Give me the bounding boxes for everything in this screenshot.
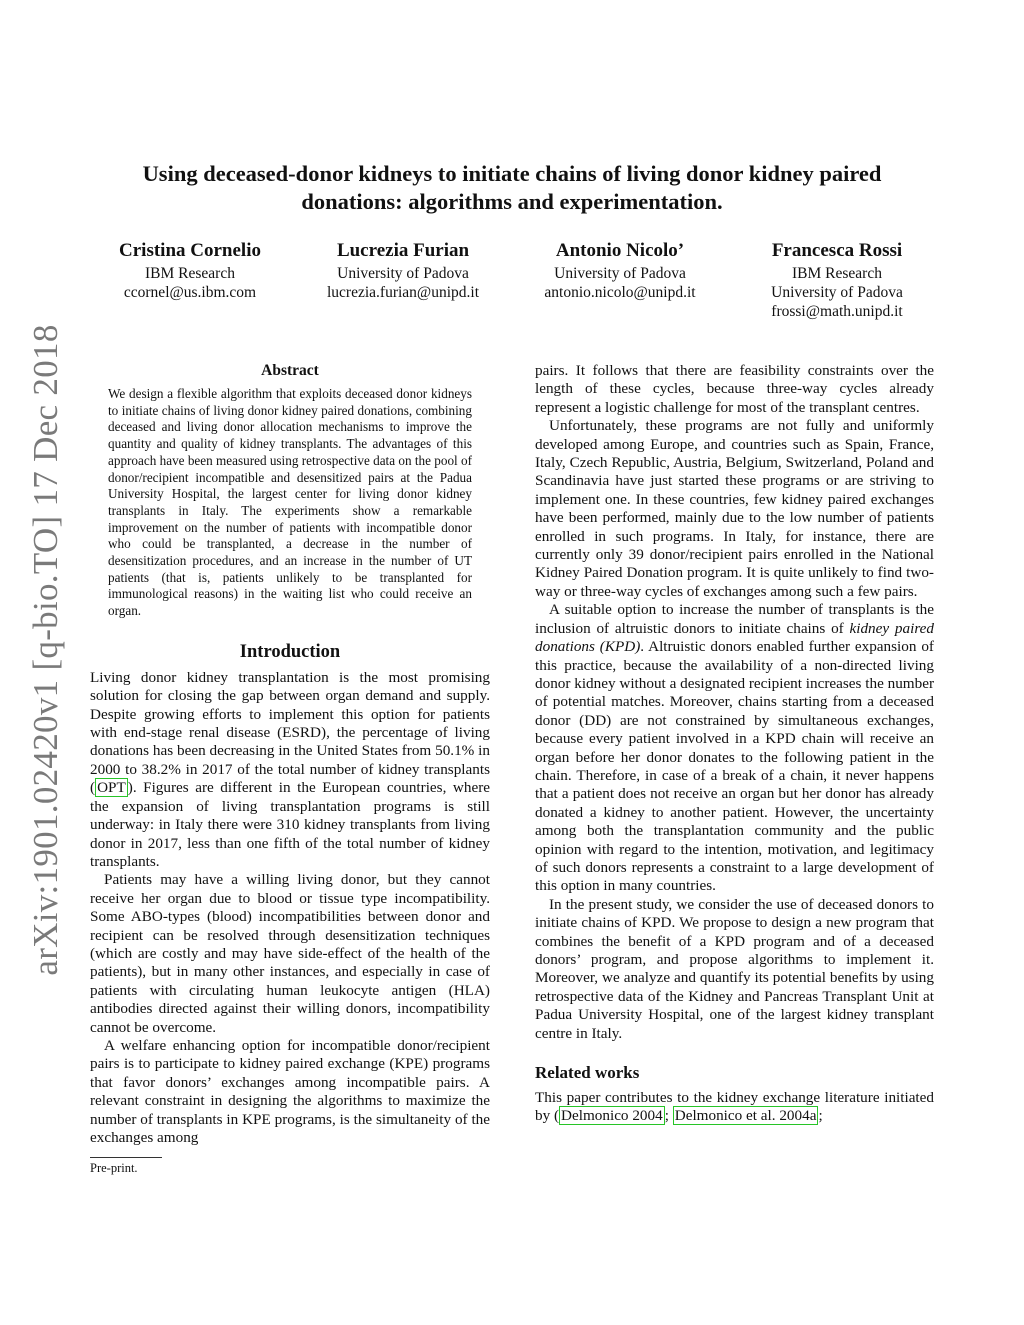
abstract-text: We design a flexible algorithm that exploits deceased donor kidneys to initiate chains of living donor kidney paired donations, combining deceased and living donor allocation mechanisms to improve the quantity and quality of kidney transplants. The advantages of this approach have been measured using retrospective data on the pool of donor/recipient incompatible and desensitized pairs at the Padua University Hospital, the largest center for living donor kidney transplants in Italy. The experiments show a remarkable improvement on the number of patients with incompatible donor who could be transplanted, a decrease in the number of desensitization procedures, and an increase in the number of UT patients (that is, patients unlikely to be transplanted for immunological reasons) in the waiting list who could receive an organ. (108, 386, 472, 619)
abstract-heading: Abstract (261, 362, 319, 379)
intro-paragraph-2: Patients may have a willing living donor, but they cannot receive her organ due to blood or tissue type incompatibility. Some ABO-types (blood) incompatibilities between donor and recipient can be resolved through desensitization techniques (which are costly and may have side-effect of the health of the patients), but in many other instances, and especially in case of patients with circulating human leukocyte antigen (HLA) antibodies directed against their willing donors, incompatibility cannot be overcome. (90, 871, 490, 1036)
paper-title: Using deceased-donor kidneys to initiate chains of living donor kidney paired donations: algorithms and experimentation. (142, 161, 882, 214)
citation-link[interactable]: Delmonico et al. 2004a (674, 1107, 817, 1125)
author-email: frossi@math.unipd.it (771, 303, 903, 320)
author-block (298, 238, 508, 302)
author-email: antonio.nicolo@unipd.it (544, 284, 696, 301)
body-paragraph: In the present study, we consider the use of deceased donors to initiate chains of KPD. We propose to design a new program that combines the benefit of a KPD program and of a deceased donors’ program, and propose algorithms to implement it. Moreover, we analyze and quantify its potential benefits by using retrospective data of the Kidney and Pancreas Transplant Unit at Padua University Hospital, one of the largest kidney transplant centre in Italy. (535, 895, 934, 1042)
author-affiliation: University of Padova (554, 265, 686, 282)
intro-paragraph-1: Living donor kidney transplantation is the most promising solution for closing the gap between organ demand and supply. Despite growing efforts to implement this option for patients with end-stage renal disease (ESRD), the percentage of living donations has been decreasing in the United States from 50.1% in 2000 to 38.2% in 2017 of the total number of kidney transplants ( OPT ). Figures are different in the European countries, where the expansion of living transplantation programs is still underway: in Italy there were 310 kidney transplants from living donor in 2017, less than one fifth of the total number of kidney transplants. (90, 668, 490, 870)
author-name: Cristina Cornelio (119, 240, 261, 261)
author-affiliation: University of Padova (337, 265, 469, 282)
introduction-heading: Introduction (239, 641, 341, 662)
author-block (515, 238, 725, 302)
arxiv-identifier-text: arXiv:1901.02420v1 [q-bio.TO] 17 Dec 2018 (26, 324, 65, 976)
body-paragraph-continued: pairs. It follows that there are feasibility constraints over the length of these cycles, because three-way cycles already represent a logistic challenge for most of the transplant centres. (535, 362, 934, 416)
author-affiliation-2: University of Padova (771, 284, 903, 301)
right-column (535, 362, 934, 1126)
author-name: Lucrezia Furian (336, 240, 470, 261)
author-name: Antonio Nicolo’ (555, 240, 685, 261)
author-email: lucrezia.furian@unipd.it (327, 284, 479, 301)
related-works-paragraph: This paper contributes to the kidney exchange literature initiated by ( Delmonico 2004 ; Delmonico et al. 2004a ; (535, 1089, 934, 1125)
author-email: ccornel@us.ibm.com (123, 284, 257, 301)
body-paragraph: A suitable option to increase the number of transplants is the inclusion of altruistic donors to initiate chains of kidney paired donations (KPD). Altruistic donors enabled further expansion of this practice, because the availability of a non-directed living donor kidney without a designated recipient increases the number of potential matches. Moreover, chains starting from a deceased donor (DD) are not constrained by simultaneous exchanges, because every patient involved in a KPD chain will receive an organ before her donor donates to the following patient in the chain. Therefore, in case of a break of a chain, it never happens that a patient does not receive an organ but her donor has already donated a kidney to another patient. However, the uncertainty among both the transplantation community and the public opinion with regard to the intention, motivation, and legitimacy of such donors represents a constraint to a large development of this option in many countries. (535, 601, 934, 895)
intro-paragraph-3: A welfare enhancing option for incompatible donor/recipient pairs is to participate to kidney paired exchange (KPE) programs that favor donors’ exchanges among incompatible pairs. A relevant constraint in designing the algorithms to maximize the number of transplants in KPE programs, is the simultaneity of the exchanges among (90, 1036, 490, 1146)
author-block (732, 238, 942, 321)
author-name: Francesca Rossi (771, 240, 903, 261)
footnote: Pre-print. (90, 1161, 138, 1176)
author-affiliation: IBM Research (145, 265, 235, 282)
left-column (90, 362, 490, 1176)
citation-link[interactable]: OPT (97, 779, 126, 797)
author-block (85, 238, 295, 302)
footnote-divider (90, 1157, 162, 1158)
body-paragraph: Unfortunately, these programs are not fully and uniformly developed among Europe, and countries such as Spain, France, Italy, Czech Republic, Austria, Belgium, Switzerland, Poland and Scandinavia have just started these programs or are striving to implement one. In these countries, few kidney paired exchanges have been performed, mainly due to the low number of patients enrolled in such programs. In Italy, for instance, there are currently only 39 donor/recipient pairs enrolled in the National Kidney Paired Donation program. It is quite unlikely to find two-way or three-way cycles of exchanges among such a few pairs. (535, 417, 934, 600)
citation-link[interactable]: Delmonico 2004 (561, 1107, 663, 1125)
author-affiliation: IBM Research (792, 265, 882, 282)
related-works-heading: Related works (535, 1063, 640, 1083)
